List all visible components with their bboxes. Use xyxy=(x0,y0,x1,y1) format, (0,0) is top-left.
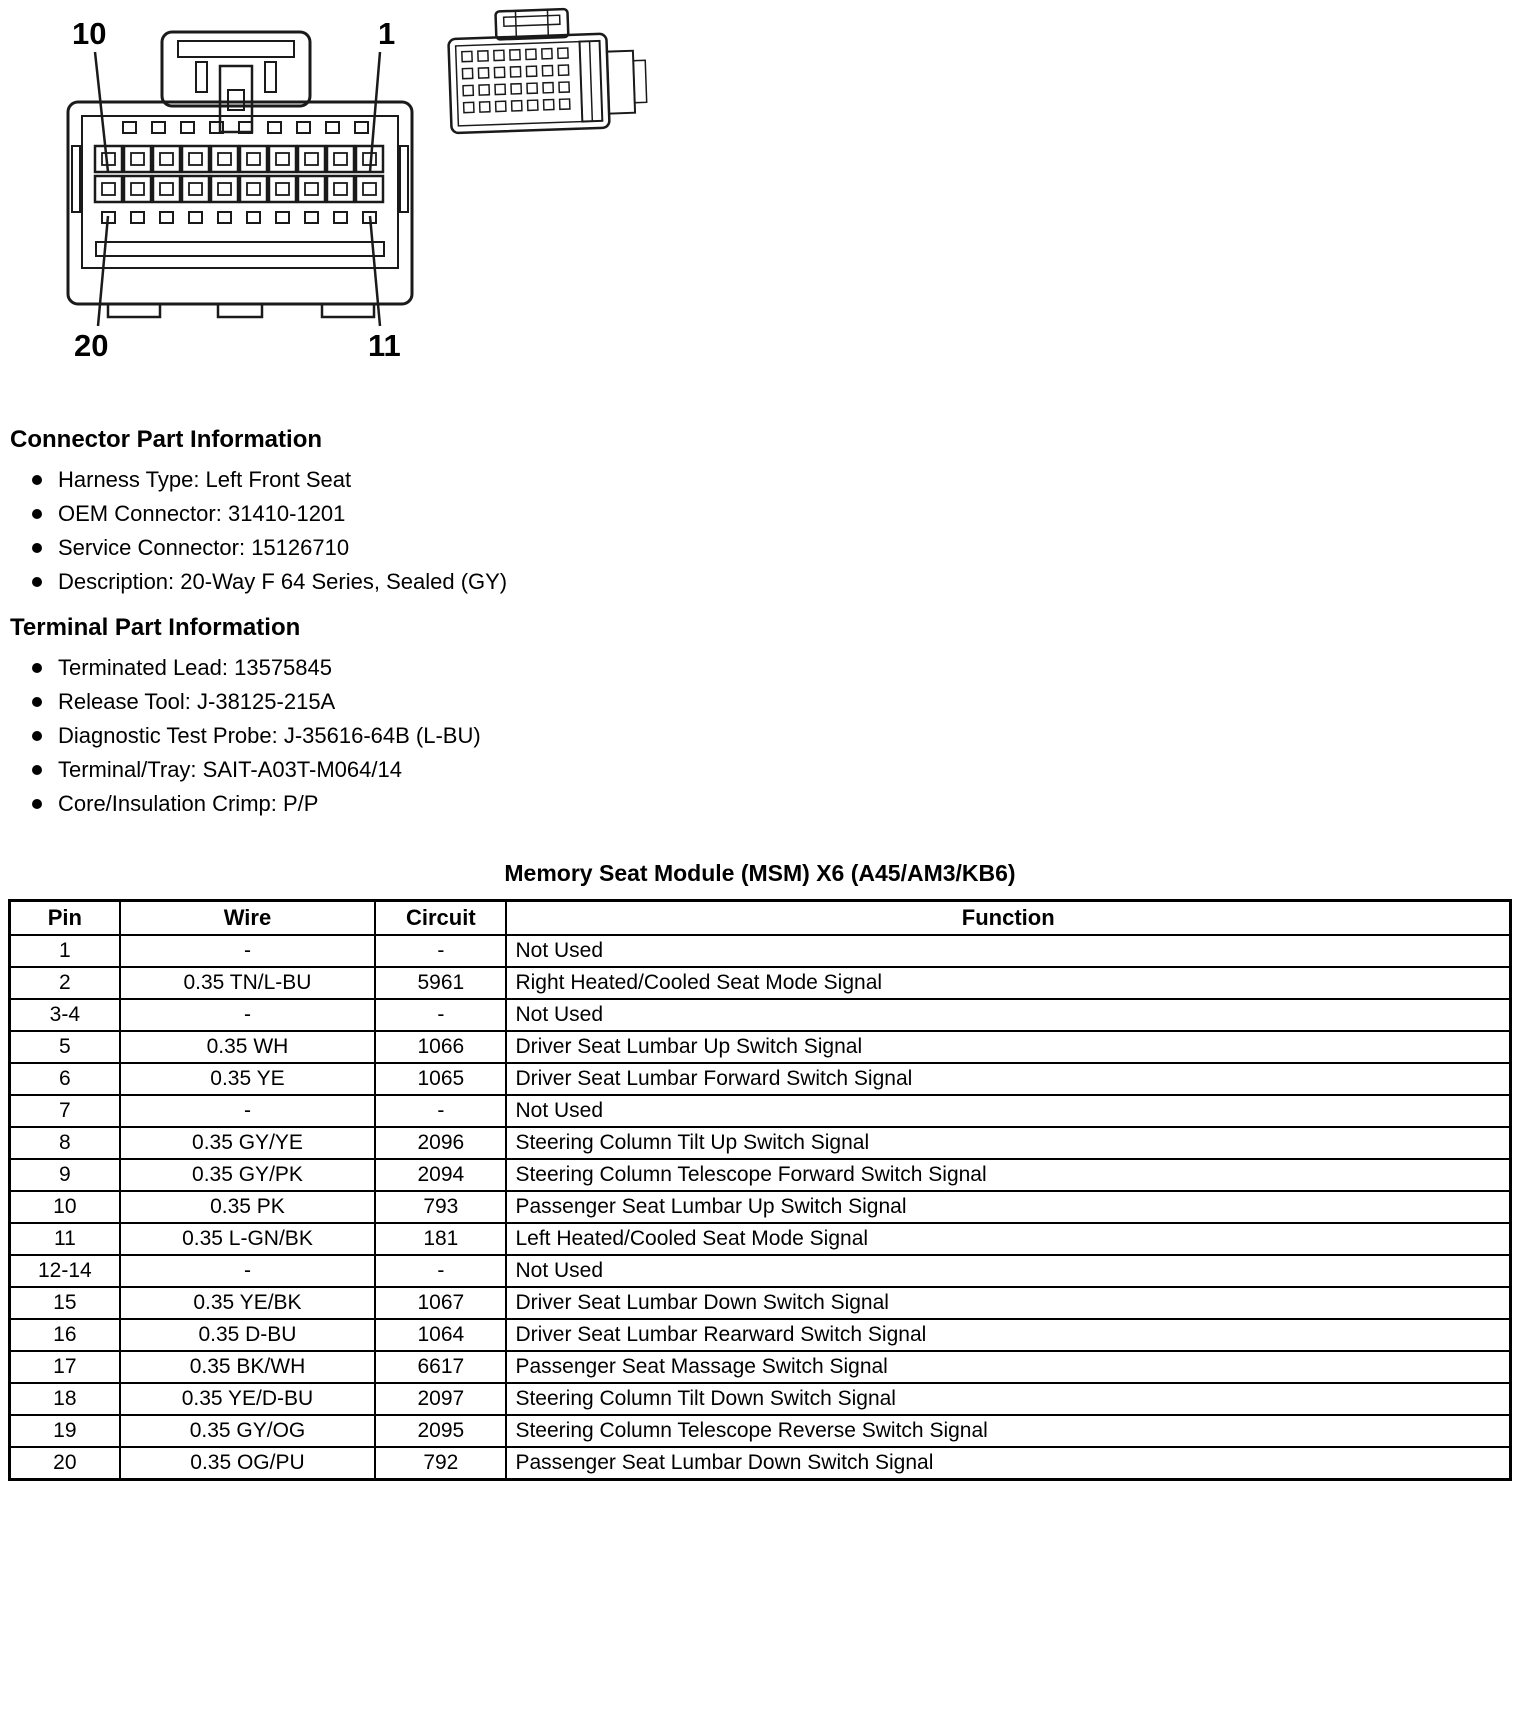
table-row xyxy=(10,1351,1511,1383)
bullet-item xyxy=(32,570,1520,594)
cell-pin: 9 xyxy=(10,1159,120,1191)
bullet-item xyxy=(32,690,1520,714)
pinout-table-header xyxy=(10,901,1511,936)
cell-wire: 0.35 BK/WH xyxy=(120,1351,376,1383)
cell-wire: 0.35 YE/BK xyxy=(120,1287,376,1319)
cell-function: Not Used xyxy=(506,1255,1510,1287)
cell-function: Driver Seat Lumbar Forward Switch Signal xyxy=(506,1063,1510,1095)
cell-pin: 3-4 xyxy=(10,999,120,1031)
cell-circuit: 2096 xyxy=(375,1127,506,1159)
pin-label-bottom-left: 20 xyxy=(74,328,109,363)
terminal-grid-side xyxy=(462,48,570,113)
cell-wire: 0.35 TN/L-BU xyxy=(120,967,376,999)
column-header-function: Function xyxy=(506,901,1510,936)
cell-circuit: 1065 xyxy=(375,1063,506,1095)
cell-wire: 0.35 WH xyxy=(120,1031,376,1063)
terminal-info-title: Terminal Part Information xyxy=(10,614,301,641)
connector-info-list xyxy=(10,468,1520,594)
cell-pin: 10 xyxy=(10,1191,120,1223)
bullet-item xyxy=(32,724,1520,748)
bullet-text: Service Connector: 15126710 xyxy=(58,535,350,560)
cell-function: Passenger Seat Massage Switch Signal xyxy=(506,1351,1510,1383)
cell-circuit: - xyxy=(375,935,506,967)
table-row xyxy=(10,1031,1511,1063)
cell-circuit: 793 xyxy=(375,1191,506,1223)
connector-diagram-area xyxy=(0,0,1520,382)
cell-function: Steering Column Telescope Reverse Switch Signal xyxy=(506,1415,1510,1447)
bullet-dot xyxy=(32,577,42,587)
cell-wire: 0.35 L-GN/BK xyxy=(120,1223,376,1255)
pinout-table-body xyxy=(10,935,1511,1480)
cell-pin: 8 xyxy=(10,1127,120,1159)
cell-function: Passenger Seat Lumbar Up Switch Signal xyxy=(506,1191,1510,1223)
bullet-text: Core/Insulation Crimp: P/P xyxy=(58,791,319,816)
cell-function: Not Used xyxy=(506,999,1510,1031)
cell-wire: 0.35 YE/D-BU xyxy=(120,1383,376,1415)
bullet-item xyxy=(32,468,1520,492)
cell-wire: - xyxy=(120,935,376,967)
cell-wire: 0.35 YE xyxy=(120,1063,376,1095)
connector-perspective-view-diagram xyxy=(440,4,655,156)
table-row xyxy=(10,1319,1511,1351)
cell-circuit: 792 xyxy=(375,1447,506,1480)
pin-label-top-right: 1 xyxy=(378,16,396,51)
bullet-dot xyxy=(32,799,42,809)
pin-label-bottom-right: 11 xyxy=(368,328,401,363)
bullet-text: OEM Connector: 31410-1201 xyxy=(58,501,346,526)
bullet-text: Release Tool: J-38125-215A xyxy=(58,689,336,714)
bullet-text: Terminal/Tray: SAIT-A03T-M064/14 xyxy=(58,757,402,782)
bullet-dot xyxy=(32,765,42,775)
pinout-table xyxy=(8,899,1512,1481)
bullet-text: Harness Type: Left Front Seat xyxy=(58,467,352,492)
table-row xyxy=(10,1127,1511,1159)
table-row xyxy=(10,1159,1511,1191)
bullet-item xyxy=(32,536,1520,560)
cell-circuit: 1067 xyxy=(375,1287,506,1319)
bullet-dot xyxy=(32,731,42,741)
cell-circuit: 1066 xyxy=(375,1031,506,1063)
cell-wire: - xyxy=(120,999,376,1031)
cell-pin: 6 xyxy=(10,1063,120,1095)
terminal-info-list xyxy=(10,656,1520,816)
pinout-table-title: Memory Seat Module (MSM) X6 (A45/AM3/KB6) xyxy=(504,860,1016,886)
cell-circuit: 5961 xyxy=(375,967,506,999)
cell-circuit: - xyxy=(375,1095,506,1127)
connector-info-title: Connector Part Information xyxy=(10,426,323,453)
cell-function: Driver Seat Lumbar Up Switch Signal xyxy=(506,1031,1510,1063)
bullet-dot xyxy=(32,697,42,707)
bullet-text: Diagnostic Test Probe: J-35616-64B (L-BU) xyxy=(58,723,481,748)
table-row xyxy=(10,967,1511,999)
bullet-item xyxy=(32,502,1520,526)
cell-function: Driver Seat Lumbar Down Switch Signal xyxy=(506,1287,1510,1319)
cell-pin: 17 xyxy=(10,1351,120,1383)
bullet-dot xyxy=(32,543,42,553)
cell-function: Steering Column Tilt Down Switch Signal xyxy=(506,1383,1510,1415)
cell-function: Not Used xyxy=(506,1095,1510,1127)
cell-pin: 12-14 xyxy=(10,1255,120,1287)
cell-pin: 18 xyxy=(10,1383,120,1415)
cell-pin: 5 xyxy=(10,1031,120,1063)
header-row xyxy=(10,901,1511,936)
cell-wire: 0.35 GY/YE xyxy=(120,1127,376,1159)
table-row xyxy=(10,1415,1511,1447)
cell-circuit: 181 xyxy=(375,1223,506,1255)
cell-circuit: 1064 xyxy=(375,1319,506,1351)
table-row xyxy=(10,935,1511,967)
table-row xyxy=(10,1223,1511,1255)
cell-function: Steering Column Telescope Forward Switch Signal xyxy=(506,1159,1510,1191)
cell-wire: 0.35 GY/OG xyxy=(120,1415,376,1447)
cell-wire: 0.35 OG/PU xyxy=(120,1447,376,1480)
bullet-text: Terminated Lead: 13575845 xyxy=(58,655,332,680)
bullet-text: Description: 20-Way F 64 Series, Sealed (GY) xyxy=(58,569,508,594)
page-content xyxy=(0,426,1520,816)
cell-wire: - xyxy=(120,1255,376,1287)
cell-wire: 0.35 D-BU xyxy=(120,1319,376,1351)
cell-wire: - xyxy=(120,1095,376,1127)
cell-circuit: 2095 xyxy=(375,1415,506,1447)
bullet-dot xyxy=(32,663,42,673)
cell-circuit: 2094 xyxy=(375,1159,506,1191)
cell-pin: 15 xyxy=(10,1287,120,1319)
table-row xyxy=(10,1191,1511,1223)
cell-function: Right Heated/Cooled Seat Mode Signal xyxy=(506,967,1510,999)
bullet-item xyxy=(32,758,1520,782)
cell-circuit: - xyxy=(375,999,506,1031)
cell-pin: 11 xyxy=(10,1223,120,1255)
cell-function: Passenger Seat Lumbar Down Switch Signal xyxy=(506,1447,1510,1480)
cell-pin: 20 xyxy=(10,1447,120,1480)
cell-circuit: 6617 xyxy=(375,1351,506,1383)
column-header-pin: Pin xyxy=(10,901,120,936)
column-header-wire: Wire xyxy=(120,901,376,936)
cell-circuit: - xyxy=(375,1255,506,1287)
bullet-dot xyxy=(32,509,42,519)
table-row xyxy=(10,1287,1511,1319)
cell-circuit: 2097 xyxy=(375,1383,506,1415)
bullet-item xyxy=(32,656,1520,680)
table-row xyxy=(10,999,1511,1031)
table-row xyxy=(10,1063,1511,1095)
table-row xyxy=(10,1447,1511,1480)
cell-pin: 1 xyxy=(10,935,120,967)
cell-function: Not Used xyxy=(506,935,1510,967)
cell-wire: 0.35 PK xyxy=(120,1191,376,1223)
column-header-circuit: Circuit xyxy=(375,901,506,936)
cell-pin: 19 xyxy=(10,1415,120,1447)
bullet-item xyxy=(32,792,1520,816)
connector-front-view-diagram xyxy=(50,4,430,376)
cell-function: Left Heated/Cooled Seat Mode Signal xyxy=(506,1223,1510,1255)
cell-pin: 2 xyxy=(10,967,120,999)
table-row xyxy=(10,1383,1511,1415)
connector-body xyxy=(68,102,412,317)
bullet-dot xyxy=(32,475,42,485)
table-row xyxy=(10,1255,1511,1287)
cell-pin: 7 xyxy=(10,1095,120,1127)
cell-pin: 16 xyxy=(10,1319,120,1351)
cell-function: Steering Column Tilt Up Switch Signal xyxy=(506,1127,1510,1159)
pin-label-top-left: 10 xyxy=(72,16,107,51)
terminal-cavity-grid xyxy=(95,122,383,223)
cell-wire: 0.35 GY/PK xyxy=(120,1159,376,1191)
table-row xyxy=(10,1095,1511,1127)
cell-function: Driver Seat Lumbar Rearward Switch Signal xyxy=(506,1319,1510,1351)
